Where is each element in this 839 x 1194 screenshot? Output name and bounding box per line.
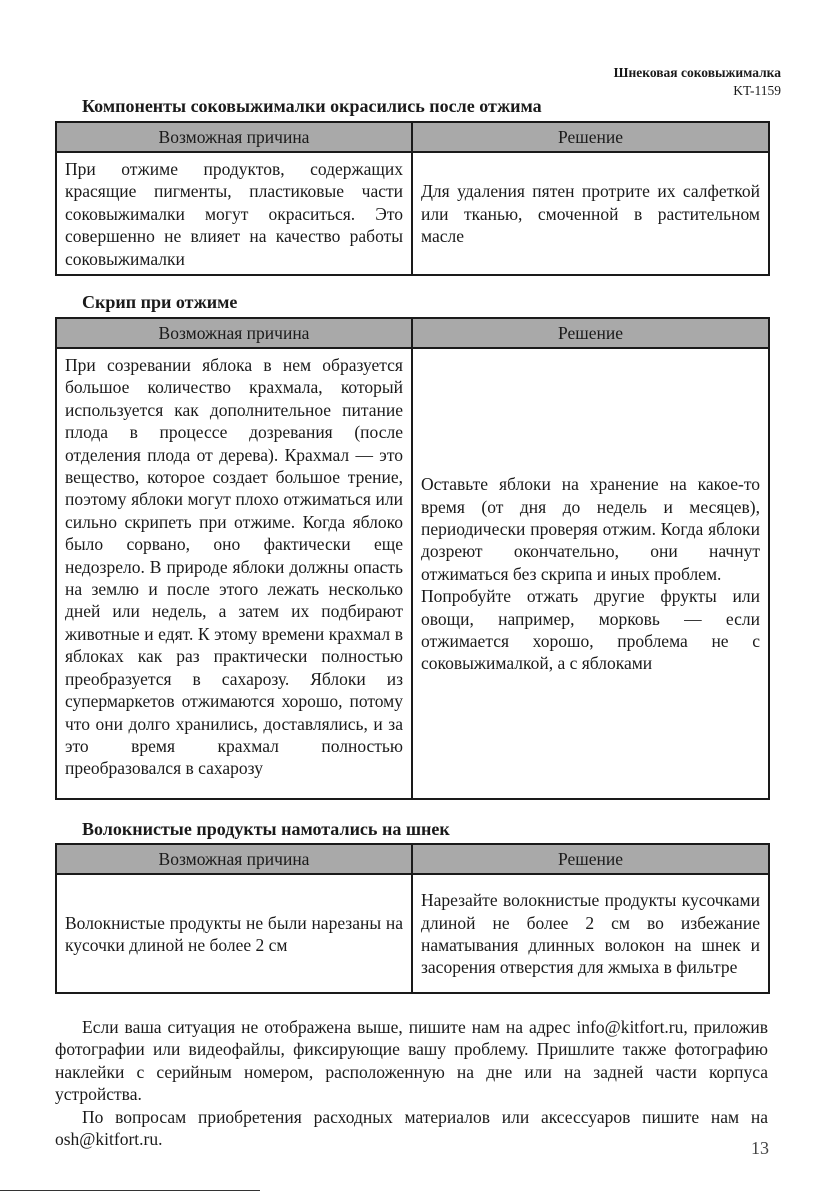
product-name: Шнековая соковыжималка (613, 65, 781, 80)
solution-text-alt: Попробуйте отжать другие фрукты или овощи, например, морковь — если отжимается хорошо, проблема не с соковыжималкой, а с яблоками (421, 586, 760, 674)
solution-cell: Для удаления пятен протрите их салфеткой или тканью, смоченной в растительном масле (412, 152, 769, 275)
page-number: 13 (751, 1138, 769, 1158)
contact-info (55, 1016, 768, 1150)
section-title: Волокнистые продукты намотались на шнек (82, 819, 450, 839)
section-title: Скрип при отжиме (82, 292, 238, 312)
troubleshooting-table (55, 121, 770, 276)
troubleshooting-table (55, 843, 770, 994)
solution-cell: Нарезайте волокнистые продукты кусочками длиной не более 2 см во избежание наматывания длинных волокон на шнек и засорения отверстия для жмыха в фильтре (412, 874, 769, 993)
page-header (614, 64, 781, 100)
cause-cell: При отжиме продуктов, содержащих красящие пигменты, пластиковые части соковыжималки могут окраситься. Это совершенно не влияет на качество работы соковыжималки (56, 152, 412, 275)
section-title: Компоненты соковыжималки окрасились после отжима (82, 96, 542, 116)
model-number: KT-1159 (733, 83, 781, 98)
solution-cell (412, 348, 769, 799)
troubleshooting-table (55, 317, 770, 800)
column-header-solution: Решение (412, 844, 769, 874)
cause-cell: Волокнистые продукты не были нарезаны на кусочки длиной не более 2 см (56, 874, 412, 993)
column-header-solution: Решение (412, 318, 769, 348)
contact-paragraph: Если ваша ситуация не отображена выше, пишите нам на адрес info@kitfort.ru, приложив фотографии или видеофайлы, фиксирующие вашу проблему. Пришлите также фотографию наклейки с серийным номером, расположенную на дне или на задней части корпуса устройства. (55, 1017, 768, 1105)
footer-divider (0, 1190, 260, 1191)
column-header-cause: Возможная причина (56, 844, 412, 874)
column-header-solution: Решение (412, 122, 769, 152)
solution-text: Оставьте яблоки на хранение на какое-то время (от дня до недель и месяцев), периодически проверяя отжим. Когда яблоки дозреют окончательно, они начнут отжиматься без скрипа и иных проблем. (421, 474, 760, 584)
accessories-paragraph: По вопросам приобретения расходных материалов или аксессуаров пишите нам на osh@kitfort.ru. (55, 1106, 768, 1150)
cause-cell: При созревании яблока в нем образуется большое количество крахмала, который используется как дополнительное питание плода в процессе дозревания (после отделения плода от дерева). Крахмал — это вещество, которое создает большое трение, поэтому яблоки могут плохо отжиматься или сильно скрипеть при отжиме. Когда яблоко было сорвано, оно фактически еще недозрело. В природе яблоки должны опасть на землю и после этого лежать несколько дней или недель, а затем их подбирают животные и едят. К этому времени крахмал в яблоках как раз практически полностью преобразуется в сахарозу. Яблоки из супермаркетов отжимаются хорошо, потому что они долго хранились, доставлялись, и за это время крахмал полностью преобразовался в сахарозу (56, 348, 412, 799)
column-header-cause: Возможная причина (56, 122, 412, 152)
column-header-cause: Возможная причина (56, 318, 412, 348)
